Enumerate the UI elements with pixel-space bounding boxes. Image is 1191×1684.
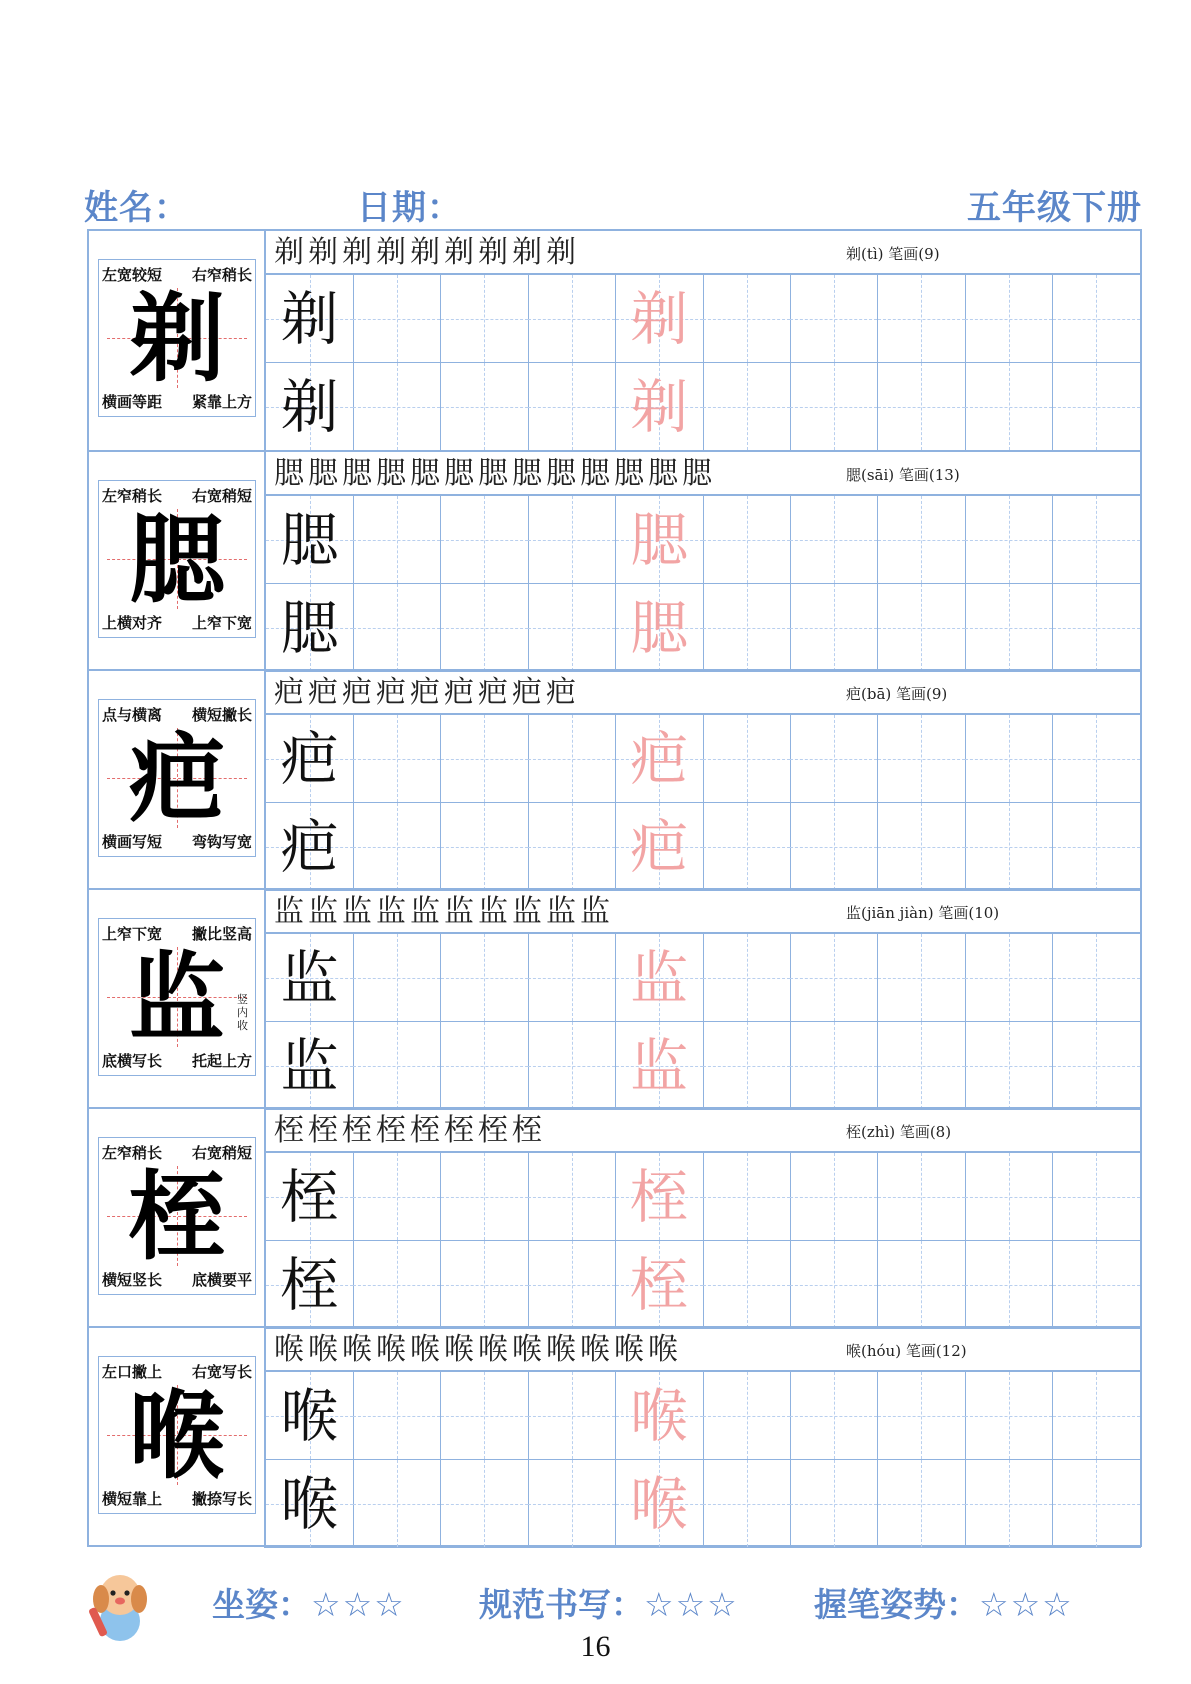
writing-cell[interactable] — [528, 363, 616, 451]
writing-cell[interactable] — [616, 363, 704, 451]
writing-cell[interactable] — [266, 584, 354, 672]
structure-tip: 横短撇长 — [191, 706, 252, 724]
writing-cell[interactable] — [528, 715, 616, 803]
writing-cell[interactable] — [266, 1153, 354, 1241]
writing-cell[interactable] — [441, 1153, 529, 1241]
trace-character: 剃 — [630, 285, 689, 353]
structure-tip: 上窄下宽 — [191, 614, 252, 632]
writing-cell[interactable] — [616, 496, 704, 584]
writing-cell[interactable] — [878, 1460, 966, 1548]
writing-cell[interactable] — [790, 803, 878, 891]
trace-character: 腮 — [630, 594, 689, 662]
structure-tip: 上横对齐 — [102, 614, 163, 632]
pinyin-stroke-info: 腮(sāi) 笔画(13) — [846, 466, 960, 484]
writing-cell[interactable] — [965, 275, 1053, 363]
writing-cell[interactable] — [353, 1241, 441, 1329]
stroke-sequence: 桎桎桎桎桎桎桎桎 — [274, 1113, 546, 1148]
writing-cell[interactable] — [1053, 363, 1141, 451]
model-character: 疤 — [129, 722, 225, 835]
trace-character: 疤 — [630, 813, 689, 881]
pinyin-stroke-info: 喉(hóu) 笔画(12) — [846, 1342, 967, 1360]
writing-cell[interactable] — [353, 363, 441, 451]
structure-tip: 左口撇上 — [102, 1363, 163, 1381]
writing-cell[interactable] — [616, 275, 704, 363]
writing-cell[interactable] — [353, 1460, 441, 1548]
writing-cell[interactable] — [703, 496, 791, 584]
writing-cell[interactable] — [965, 1153, 1053, 1241]
writing-cell[interactable] — [441, 496, 529, 584]
writing-cell[interactable] — [353, 1022, 441, 1110]
date-label: 日期： — [357, 188, 462, 228]
model-card — [98, 259, 256, 417]
writing-cell[interactable] — [353, 1372, 441, 1460]
writing-cell[interactable] — [616, 584, 704, 672]
writing-cell[interactable] — [353, 803, 441, 891]
trace-character: 桎 — [630, 1251, 689, 1319]
writing-cell[interactable] — [528, 584, 616, 672]
structure-tip: 点与横离 — [102, 706, 163, 724]
writing-cell[interactable] — [965, 934, 1053, 1022]
writing-cell[interactable] — [616, 1241, 704, 1329]
writing-cell[interactable] — [266, 496, 354, 584]
writing-cell[interactable] — [965, 803, 1053, 891]
stroke-order-row — [266, 890, 1140, 934]
trace-character: 喉 — [630, 1470, 689, 1538]
writing-cell[interactable] — [1053, 1241, 1141, 1329]
writing-cell[interactable] — [703, 1372, 791, 1460]
model-character: 疤 — [280, 725, 339, 793]
writing-cell[interactable] — [790, 1241, 878, 1329]
pinyin-stroke-info: 疤(bā) 笔画(9) — [846, 685, 948, 703]
writing-cell[interactable] — [528, 1153, 616, 1241]
structure-tip: 底横写长 — [102, 1052, 163, 1070]
model-panel — [89, 231, 266, 451]
writing-cell[interactable] — [528, 803, 616, 891]
writing-cell[interactable] — [790, 275, 878, 363]
writing-cell[interactable] — [441, 715, 529, 803]
character-block — [89, 888, 1140, 1110]
writing-cell[interactable] — [441, 1022, 529, 1110]
writing-cell[interactable] — [878, 584, 966, 672]
structure-tip: 上窄下宽 — [102, 925, 163, 943]
model-card — [98, 1137, 256, 1295]
model-character: 疤 — [280, 813, 339, 881]
stroke-sequence: 腮腮腮腮腮腮腮腮腮腮腮腮腮 — [274, 456, 716, 491]
model-character: 喉 — [129, 1379, 225, 1492]
writing-label: 规范书写： — [479, 1585, 644, 1624]
writing-cell[interactable] — [528, 1372, 616, 1460]
model-card — [98, 918, 256, 1076]
stroke-order-row — [266, 1328, 1140, 1372]
practice-grid — [266, 452, 1140, 672]
writing-cell[interactable] — [441, 1241, 529, 1329]
structure-tip: 撇捺写长 — [191, 1490, 252, 1508]
pinyin-stroke-info: 桎(zhì) 笔画(8) — [846, 1123, 952, 1141]
writing-cell[interactable] — [965, 584, 1053, 672]
structure-tip: 左窄稍长 — [102, 487, 163, 505]
structure-tip: 撇比竖高 — [191, 925, 252, 943]
structure-tip: 横画写短 — [102, 833, 163, 851]
writing-cell[interactable] — [878, 715, 966, 803]
stroke-sequence: 喉喉喉喉喉喉喉喉喉喉喉喉 — [274, 1332, 682, 1367]
pen-grip-stars[interactable]: ☆☆☆ — [979, 1585, 1074, 1624]
writing-cell[interactable] — [528, 496, 616, 584]
structure-tip: 左宽较短 — [102, 266, 163, 284]
writing-cell[interactable] — [616, 715, 704, 803]
writing-cell[interactable] — [528, 275, 616, 363]
stroke-sequence: 监监监监监监监监监监 — [274, 894, 614, 929]
writing-cell[interactable] — [878, 1022, 966, 1110]
writing-cell[interactable] — [441, 275, 529, 363]
writing-cell[interactable] — [703, 363, 791, 451]
writing-cell[interactable] — [266, 1460, 354, 1548]
posture-rating — [212, 1579, 406, 1626]
worksheet-header — [84, 180, 1142, 230]
practice-grid — [266, 231, 1140, 451]
writing-cell[interactable] — [790, 584, 878, 672]
practice-grid — [266, 890, 1140, 1110]
model-character: 监 — [129, 941, 225, 1054]
writing-cell[interactable] — [1053, 1372, 1141, 1460]
writing-cells — [266, 1372, 1140, 1548]
writing-cell[interactable] — [790, 1460, 878, 1548]
model-card — [98, 699, 256, 857]
trace-character: 疤 — [630, 725, 689, 793]
stroke-order-row — [266, 671, 1140, 715]
writing-cell[interactable] — [266, 1372, 354, 1460]
writing-cell[interactable] — [441, 1372, 529, 1460]
writing-cells — [266, 715, 1140, 891]
model-character: 腮 — [280, 506, 339, 574]
writing-cell[interactable] — [1053, 1153, 1141, 1241]
writing-cell[interactable] — [965, 1241, 1053, 1329]
pen-grip-rating — [814, 1579, 1074, 1626]
page-number: 16 — [580, 1630, 611, 1663]
writing-cell[interactable] — [266, 934, 354, 1022]
writing-cell[interactable] — [353, 715, 441, 803]
writing-cell[interactable] — [703, 934, 791, 1022]
structure-tip: 左窄稍长 — [102, 1144, 163, 1162]
structure-tip: 右宽稍短 — [191, 487, 252, 505]
writing-cell[interactable] — [965, 363, 1053, 451]
writing-cell[interactable] — [703, 803, 791, 891]
practice-grid — [266, 671, 1140, 891]
writing-cell[interactable] — [790, 1372, 878, 1460]
writing-stars[interactable]: ☆☆☆ — [644, 1585, 739, 1624]
writing-cell[interactable] — [965, 1022, 1053, 1110]
writing-cell[interactable] — [353, 496, 441, 584]
model-character: 剃 — [129, 282, 225, 395]
writing-cell[interactable] — [528, 934, 616, 1022]
writing-cell[interactable] — [441, 363, 529, 451]
model-character: 桎 — [129, 1160, 225, 1273]
posture-label: 坐姿： — [212, 1585, 311, 1624]
trace-character: 桎 — [630, 1163, 689, 1231]
writing-cell[interactable] — [441, 1460, 529, 1548]
model-character: 桎 — [280, 1163, 339, 1231]
writing-cell[interactable] — [266, 363, 354, 451]
writing-cell[interactable] — [878, 363, 966, 451]
writing-cells — [266, 1153, 1140, 1329]
model-character: 桎 — [280, 1251, 339, 1319]
writing-cell[interactable] — [878, 1372, 966, 1460]
structure-tip: 横短靠上 — [102, 1490, 163, 1508]
writing-cell[interactable] — [965, 496, 1053, 584]
writing-cell[interactable] — [266, 803, 354, 891]
model-panel — [89, 671, 266, 891]
writing-cell[interactable] — [703, 1460, 791, 1548]
writing-cell[interactable] — [353, 584, 441, 672]
writing-cell[interactable] — [965, 715, 1053, 803]
writing-cell[interactable] — [1053, 496, 1141, 584]
model-character: 喉 — [280, 1470, 339, 1538]
writing-rating — [479, 1579, 739, 1626]
character-block — [89, 1326, 1140, 1548]
writing-cells — [266, 275, 1140, 451]
writing-cell[interactable] — [266, 1241, 354, 1329]
writing-cell[interactable] — [878, 275, 966, 363]
writing-cell[interactable] — [616, 1372, 704, 1460]
structure-tip: 右宽写长 — [191, 1363, 252, 1381]
writing-cell[interactable] — [965, 1372, 1053, 1460]
model-panel — [89, 1328, 266, 1548]
writing-cell[interactable] — [878, 1241, 966, 1329]
model-character: 剃 — [280, 373, 339, 441]
stroke-order-row — [266, 452, 1140, 496]
model-panel — [89, 452, 266, 672]
structure-tip: 紧靠上方 — [191, 393, 252, 411]
pinyin-stroke-info: 监(jiān jiàn) 笔画(10) — [846, 904, 1000, 922]
writing-cell[interactable] — [266, 715, 354, 803]
writing-cell[interactable] — [266, 275, 354, 363]
writing-cell[interactable] — [790, 715, 878, 803]
writing-cell[interactable] — [353, 1153, 441, 1241]
posture-stars[interactable]: ☆☆☆ — [311, 1585, 406, 1624]
model-card — [98, 480, 256, 638]
stroke-sequence: 疤疤疤疤疤疤疤疤疤 — [274, 675, 580, 710]
writing-cell[interactable] — [1053, 715, 1141, 803]
trace-character: 监 — [630, 944, 689, 1012]
writing-cell[interactable] — [528, 1241, 616, 1329]
grade-label: 五年级下册 — [967, 188, 1142, 228]
model-character: 腮 — [129, 503, 225, 616]
structure-tip: 弯钩写宽 — [191, 833, 252, 851]
model-character: 腮 — [280, 594, 339, 662]
structure-tip: 右宽稍短 — [191, 1144, 252, 1162]
writing-cell[interactable] — [528, 1460, 616, 1548]
writing-cell[interactable] — [790, 934, 878, 1022]
structure-tip: 横短竖长 — [102, 1271, 163, 1289]
writing-cell[interactable] — [790, 1022, 878, 1110]
practice-sheet — [87, 229, 1142, 1547]
writing-cell[interactable] — [703, 715, 791, 803]
writing-cell[interactable] — [703, 1153, 791, 1241]
model-character: 喉 — [280, 1382, 339, 1450]
writing-cell[interactable] — [441, 934, 529, 1022]
name-label: 姓名： — [84, 188, 189, 228]
writing-cell[interactable] — [353, 275, 441, 363]
writing-cell[interactable] — [1053, 1460, 1141, 1548]
writing-cell[interactable] — [616, 934, 704, 1022]
writing-cell[interactable] — [1053, 803, 1141, 891]
side-note: 竖内收 — [237, 993, 248, 1032]
pen-grip-label: 握笔姿势： — [814, 1585, 979, 1624]
writing-cell[interactable] — [790, 1153, 878, 1241]
trace-character: 剃 — [630, 373, 689, 441]
trace-character: 喉 — [630, 1382, 689, 1450]
pinyin-stroke-info: 剃(tì) 笔画(9) — [846, 245, 940, 263]
writing-cell[interactable] — [790, 496, 878, 584]
writing-cell[interactable] — [441, 803, 529, 891]
practice-grid — [266, 1109, 1140, 1329]
model-character: 剃 — [280, 285, 339, 353]
writing-cell[interactable] — [878, 496, 966, 584]
model-card — [98, 1356, 256, 1514]
writing-cell[interactable] — [878, 934, 966, 1022]
model-character: 监 — [280, 944, 339, 1012]
stroke-order-row — [266, 231, 1140, 275]
model-character: 监 — [280, 1032, 339, 1100]
writing-cell[interactable] — [616, 803, 704, 891]
trace-character: 腮 — [630, 506, 689, 574]
writing-cell[interactable] — [703, 1022, 791, 1110]
writing-cell[interactable] — [703, 1241, 791, 1329]
trace-character: 监 — [630, 1032, 689, 1100]
writing-cell[interactable] — [441, 584, 529, 672]
writing-cell[interactable] — [878, 1153, 966, 1241]
writing-cell[interactable] — [790, 363, 878, 451]
character-block — [89, 450, 1140, 672]
writing-cell[interactable] — [703, 275, 791, 363]
writing-cells — [266, 934, 1140, 1110]
writing-cell[interactable] — [878, 803, 966, 891]
writing-cell[interactable] — [616, 1022, 704, 1110]
writing-cell[interactable] — [1053, 584, 1141, 672]
structure-tip: 底横要平 — [191, 1271, 252, 1289]
structure-tip: 横画等距 — [102, 393, 163, 411]
writing-cell[interactable] — [616, 1153, 704, 1241]
model-panel — [89, 1109, 266, 1329]
model-panel — [89, 890, 266, 1110]
structure-tip: 右窄稍长 — [191, 266, 252, 284]
writing-cell[interactable] — [1053, 275, 1141, 363]
writing-cell[interactable] — [703, 584, 791, 672]
character-block — [89, 669, 1140, 891]
stroke-order-row — [266, 1109, 1140, 1153]
writing-cell[interactable] — [353, 934, 441, 1022]
writing-cell[interactable] — [266, 1022, 354, 1110]
character-block — [89, 1107, 1140, 1329]
writing-cells — [266, 496, 1140, 672]
stroke-sequence: 剃剃剃剃剃剃剃剃剃 — [274, 235, 580, 270]
writing-cell[interactable] — [1053, 1022, 1141, 1110]
writing-cell[interactable] — [528, 1022, 616, 1110]
writing-cell[interactable] — [616, 1460, 704, 1548]
writing-cell[interactable] — [965, 1460, 1053, 1548]
practice-grid — [266, 1328, 1140, 1548]
writing-cell[interactable] — [1053, 934, 1141, 1022]
structure-tip: 托起上方 — [191, 1052, 252, 1070]
character-block — [89, 231, 1140, 451]
